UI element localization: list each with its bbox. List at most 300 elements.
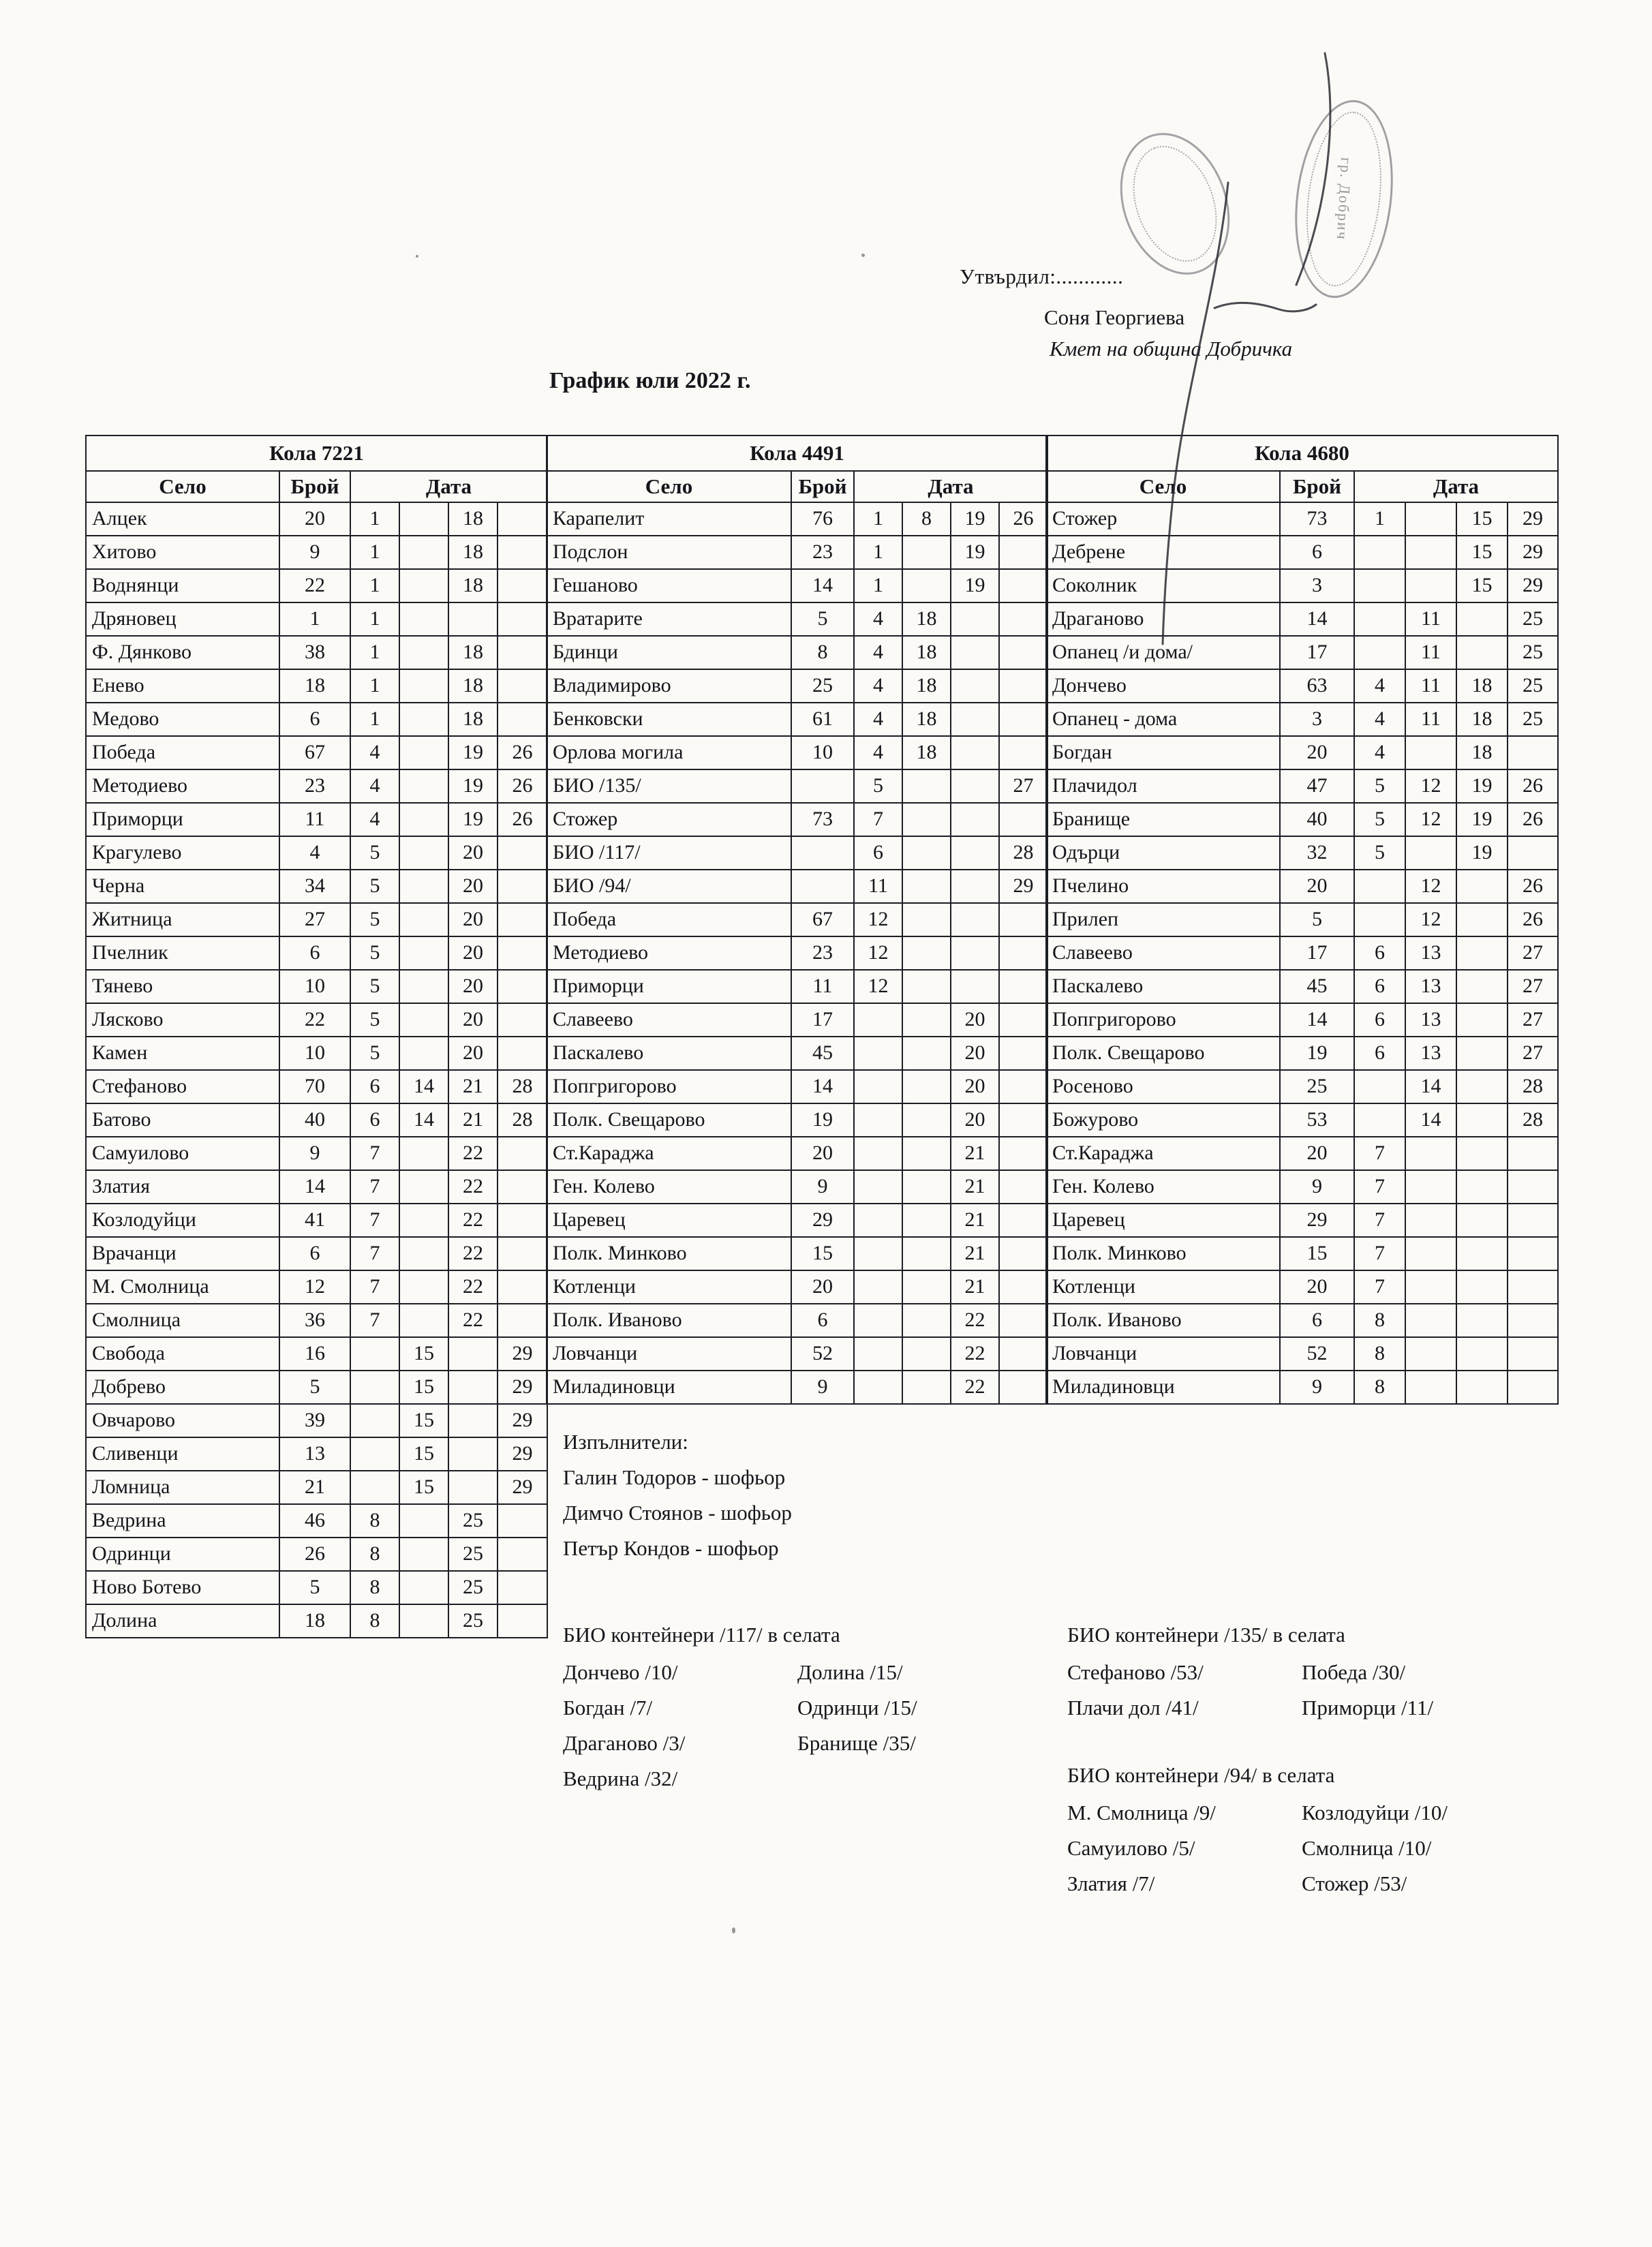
count-cell [791, 769, 854, 803]
scan-speck [732, 1927, 735, 1933]
village-cell: Ловчанци [547, 1337, 791, 1371]
date-cell [1456, 1137, 1508, 1170]
date-cell [902, 970, 951, 1003]
date-cell: 21 [951, 1204, 999, 1237]
table-row [1046, 636, 1558, 669]
date-cell [999, 1337, 1047, 1371]
date-cell: 8 [350, 1571, 399, 1604]
date-cell [951, 870, 999, 903]
date-cell: 21 [951, 1170, 999, 1204]
count-cell: 12 [279, 1270, 350, 1304]
table-row [1046, 1237, 1558, 1270]
village-cell: Пчелник [86, 936, 279, 970]
date-cell: 28 [1508, 1070, 1558, 1103]
date-cell [498, 870, 547, 903]
count-cell: 36 [279, 1304, 350, 1337]
note-item: М. Смолница /9/ [1067, 1801, 1216, 1824]
village-cell: Ген. Колево [547, 1170, 791, 1204]
date-cell [498, 602, 547, 636]
date-cell: 25 [448, 1538, 498, 1571]
table-row [86, 569, 547, 602]
date-cell: 20 [448, 1037, 498, 1070]
date-cell [1405, 1204, 1456, 1237]
count-cell: 5 [279, 1371, 350, 1404]
date-cell [999, 1103, 1047, 1137]
date-cell: 20 [951, 1070, 999, 1103]
count-cell: 18 [279, 1604, 350, 1638]
village-cell: Славеево [547, 1003, 791, 1037]
date-cell: 29 [498, 1337, 547, 1371]
executor-line: Петър Кондов - шофьор [563, 1536, 779, 1560]
date-cell [1456, 1037, 1508, 1070]
table-row [86, 1371, 547, 1404]
village-cell: Богдан [1046, 736, 1280, 769]
village-header: Село [547, 471, 791, 502]
date-cell [854, 1270, 902, 1304]
date-cell: 5 [1354, 769, 1405, 803]
date-cell: 11 [1405, 703, 1456, 736]
village-cell: Добрево [86, 1371, 279, 1404]
date-cell [999, 736, 1047, 769]
date-cell [902, 1003, 951, 1037]
date-cell [999, 1003, 1047, 1037]
count-header: Брой [1280, 471, 1354, 502]
date-cell: 4 [854, 636, 902, 669]
table-row [86, 1103, 547, 1137]
date-cell: 18 [448, 703, 498, 736]
date-cell: 4 [350, 803, 399, 836]
count-cell: 67 [279, 736, 350, 769]
date-cell [999, 703, 1047, 736]
date-cell [1508, 1137, 1558, 1170]
table-row [1046, 1337, 1558, 1371]
count-cell: 15 [791, 1237, 854, 1270]
count-cell [791, 870, 854, 903]
table-row [1046, 1371, 1558, 1404]
date-cell: 18 [1456, 736, 1508, 769]
date-cell: 18 [902, 602, 951, 636]
date-cell [498, 636, 547, 669]
date-cell: 15 [1456, 502, 1508, 536]
date-cell: 5 [854, 769, 902, 803]
date-cell [1456, 936, 1508, 970]
count-cell: 23 [791, 936, 854, 970]
date-cell [399, 1504, 448, 1538]
village-cell: Ломница [86, 1471, 279, 1504]
date-cell: 20 [448, 903, 498, 936]
date-cell: 4 [350, 769, 399, 803]
count-cell: 63 [1280, 669, 1354, 703]
count-cell: 4 [279, 836, 350, 870]
table-row [86, 1504, 547, 1538]
village-cell: Долина [86, 1604, 279, 1638]
count-cell: 14 [1280, 602, 1354, 636]
date-cell: 8 [1354, 1337, 1405, 1371]
count-cell: 6 [279, 1237, 350, 1270]
table-row [547, 870, 1047, 903]
date-cell: 27 [1508, 936, 1558, 970]
table-row [86, 803, 547, 836]
count-cell: 14 [791, 569, 854, 602]
date-cell [951, 602, 999, 636]
village-cell: Паскалево [547, 1037, 791, 1070]
round-stamp-inner-ring [1118, 134, 1232, 273]
table-row [86, 1404, 547, 1437]
date-cell: 27 [1508, 970, 1558, 1003]
village-cell: Златия [86, 1170, 279, 1204]
date-cell: 12 [1405, 803, 1456, 836]
date-cell [1354, 536, 1405, 569]
date-cell: 28 [498, 1103, 547, 1137]
count-cell: 34 [279, 870, 350, 903]
date-cell [999, 602, 1047, 636]
table-row [1046, 1037, 1558, 1070]
count-cell: 19 [1280, 1037, 1354, 1070]
date-cell: 26 [1508, 769, 1558, 803]
village-cell: Камен [86, 1037, 279, 1070]
table-row [1046, 502, 1558, 536]
note-title: БИО контейнери /117/ в селата [563, 1623, 840, 1647]
village-cell: Росеново [1046, 1070, 1280, 1103]
approver-title: Кмет на община Добричка [1050, 337, 1293, 361]
date-cell [1405, 1237, 1456, 1270]
date-cell [1456, 1304, 1508, 1337]
count-cell: 6 [1280, 1304, 1354, 1337]
date-cell [350, 1471, 399, 1504]
table-row [86, 903, 547, 936]
village-cell: Стожер [1046, 502, 1280, 536]
date-cell: 15 [399, 1471, 448, 1504]
table-row [86, 636, 547, 669]
table-row [86, 1337, 547, 1371]
date-cell [1405, 736, 1456, 769]
date-cell [350, 1437, 399, 1471]
village-cell: Божурово [1046, 1103, 1280, 1137]
table-row [86, 1070, 547, 1103]
date-cell [902, 569, 951, 602]
table-row [1046, 1137, 1558, 1170]
count-cell: 19 [791, 1103, 854, 1137]
village-cell: Ловчанци [1046, 1337, 1280, 1371]
village-cell: Орлова могила [547, 736, 791, 769]
table-row [1046, 1103, 1558, 1137]
count-cell: 16 [279, 1337, 350, 1371]
village-cell: Бенковски [547, 703, 791, 736]
count-cell: 45 [1280, 970, 1354, 1003]
count-cell: 1 [279, 602, 350, 636]
date-cell [399, 536, 448, 569]
date-cell: 11 [1405, 669, 1456, 703]
table-row [547, 502, 1047, 536]
table-row [1046, 1070, 1558, 1103]
count-cell: 17 [1280, 636, 1354, 669]
village-cell: Славеево [1046, 936, 1280, 970]
count-cell: 5 [791, 602, 854, 636]
date-cell: 1 [350, 536, 399, 569]
date-cell [399, 936, 448, 970]
date-cell [999, 1170, 1047, 1204]
date-cell: 5 [350, 1037, 399, 1070]
date-cell [1405, 1304, 1456, 1337]
village-cell: Крагулево [86, 836, 279, 870]
date-cell [854, 1170, 902, 1204]
date-cell: 29 [1508, 502, 1558, 536]
count-cell: 6 [791, 1304, 854, 1337]
date-cell [448, 1437, 498, 1471]
village-cell: Попгригорово [1046, 1003, 1280, 1037]
date-cell: 20 [448, 936, 498, 970]
date-cell [1354, 569, 1405, 602]
date-cell: 19 [1456, 836, 1508, 870]
village-cell: Житница [86, 903, 279, 936]
table-row [547, 1270, 1047, 1304]
table-row [1046, 1304, 1558, 1337]
date-cell: 19 [448, 736, 498, 769]
date-cell: 5 [350, 970, 399, 1003]
table-row [547, 1003, 1047, 1037]
village-cell: Котленци [1046, 1270, 1280, 1304]
date-cell [498, 1037, 547, 1070]
table-row [86, 1571, 547, 1604]
date-cell: 25 [1508, 703, 1558, 736]
table-row [86, 736, 547, 769]
note-item: Одринци /15/ [797, 1696, 917, 1719]
date-cell: 18 [902, 703, 951, 736]
date-cell: 19 [448, 769, 498, 803]
table-row [547, 1070, 1047, 1103]
date-cell [902, 870, 951, 903]
date-cell: 1 [350, 602, 399, 636]
count-cell: 9 [1280, 1170, 1354, 1204]
village-cell: Приморци [86, 803, 279, 836]
note-title: БИО контейнери /135/ в селата [1067, 1623, 1345, 1647]
date-cell [399, 870, 448, 903]
date-cell: 4 [854, 703, 902, 736]
note-item: Самуилово /5/ [1067, 1836, 1195, 1860]
date-cell: 20 [951, 1003, 999, 1037]
date-cell [448, 1471, 498, 1504]
date-cell [951, 936, 999, 970]
date-cell [1508, 1337, 1558, 1371]
count-cell: 53 [1280, 1103, 1354, 1137]
village-cell: Хитово [86, 536, 279, 569]
date-cell: 14 [399, 1103, 448, 1137]
date-cell: 20 [448, 870, 498, 903]
table-row [547, 1237, 1047, 1270]
table-row [86, 1538, 547, 1571]
date-cell [999, 1270, 1047, 1304]
count-cell: 10 [791, 736, 854, 769]
village-cell: Миладиновци [547, 1371, 791, 1404]
date-cell: 1 [350, 669, 399, 703]
date-cell: 1 [350, 569, 399, 602]
date-cell: 15 [399, 1337, 448, 1371]
village-cell: Победа [86, 736, 279, 769]
date-cell [448, 602, 498, 636]
village-cell: Лясково [86, 1003, 279, 1037]
village-cell: Вратарите [547, 602, 791, 636]
date-cell: 22 [448, 1170, 498, 1204]
date-cell [1456, 1204, 1508, 1237]
date-cell [498, 1571, 547, 1604]
date-cell [1354, 602, 1405, 636]
note-row [1067, 1690, 1585, 1726]
count-header: Брой [279, 471, 350, 502]
date-cell [399, 736, 448, 769]
date-cell: 22 [448, 1204, 498, 1237]
table-row [547, 736, 1047, 769]
count-cell: 23 [791, 536, 854, 569]
date-cell [999, 1070, 1047, 1103]
date-cell: 6 [1354, 936, 1405, 970]
note-row [1067, 1866, 1585, 1901]
count-cell: 73 [1280, 502, 1354, 536]
date-cell [1405, 1170, 1456, 1204]
village-cell: Царевец [547, 1204, 791, 1237]
date-cell [902, 803, 951, 836]
date-cell: 20 [951, 1037, 999, 1070]
date-cell [399, 703, 448, 736]
village-cell: Дончево [1046, 669, 1280, 703]
round-stamp-inner-ring [1298, 108, 1391, 291]
count-cell: 46 [279, 1504, 350, 1538]
date-cell: 7 [1354, 1237, 1405, 1270]
date-cell: 6 [854, 836, 902, 870]
date-cell: 21 [448, 1070, 498, 1103]
village-cell: Воднянци [86, 569, 279, 602]
date-cell [498, 1003, 547, 1037]
date-cell: 13 [1405, 970, 1456, 1003]
date-cell: 4 [1354, 669, 1405, 703]
village-cell: Паскалево [1046, 970, 1280, 1003]
table-row [86, 536, 547, 569]
table-row [1046, 836, 1558, 870]
village-cell: Полк. Свещарово [1046, 1037, 1280, 1070]
table-row [1046, 936, 1558, 970]
date-cell: 8 [350, 1604, 399, 1638]
table-row [1046, 1204, 1558, 1237]
table-row [86, 669, 547, 703]
date-cell [902, 1337, 951, 1371]
table-row [547, 1137, 1047, 1170]
count-cell: 20 [1280, 736, 1354, 769]
village-cell: Овчарово [86, 1404, 279, 1437]
date-cell [902, 903, 951, 936]
date-cell [498, 1204, 547, 1237]
date-cell [854, 1237, 902, 1270]
count-cell: 67 [791, 903, 854, 936]
count-cell: 20 [791, 1137, 854, 1170]
date-cell [951, 636, 999, 669]
date-cell: 20 [951, 1103, 999, 1137]
date-cell [1508, 1304, 1558, 1337]
date-cell [399, 1571, 448, 1604]
date-cell: 28 [1508, 1103, 1558, 1137]
date-cell [1456, 903, 1508, 936]
car-title: Кола 4680 [1046, 435, 1558, 471]
date-cell [951, 803, 999, 836]
table-row [1046, 536, 1558, 569]
car-title: Кола 7221 [86, 435, 547, 471]
count-cell: 11 [791, 970, 854, 1003]
bio-note-135 [1067, 1617, 1585, 1726]
executor-line: Димчо Стоянов - шофьор [563, 1501, 792, 1525]
table-row [1046, 569, 1558, 602]
note-item: Бранище /35/ [797, 1731, 916, 1755]
date-cell: 18 [448, 636, 498, 669]
village-cell: Ген. Колево [1046, 1170, 1280, 1204]
village-cell: Одърци [1046, 836, 1280, 870]
count-cell: 20 [791, 1270, 854, 1304]
date-cell [399, 1137, 448, 1170]
date-cell: 12 [1405, 903, 1456, 936]
date-cell [1456, 1070, 1508, 1103]
date-cell: 26 [498, 803, 547, 836]
count-cell: 26 [279, 1538, 350, 1571]
date-cell [1508, 736, 1558, 769]
date-cell: 7 [854, 803, 902, 836]
date-cell [1354, 1070, 1405, 1103]
date-cell: 13 [1405, 1003, 1456, 1037]
date-cell: 7 [1354, 1170, 1405, 1204]
date-cell [999, 1371, 1047, 1404]
date-cell: 29 [1508, 536, 1558, 569]
village-cell: Карапелит [547, 502, 791, 536]
date-cell [902, 1170, 951, 1204]
table-row [1046, 736, 1558, 769]
note-item: Стожер /53/ [1302, 1871, 1407, 1895]
village-cell: Опанец - дома [1046, 703, 1280, 736]
date-cell: 1 [1354, 502, 1405, 536]
date-cell: 29 [498, 1437, 547, 1471]
date-cell [1405, 1270, 1456, 1304]
count-cell: 6 [1280, 536, 1354, 569]
date-cell [498, 903, 547, 936]
table-row [547, 1037, 1047, 1070]
village-cell: Смолница [86, 1304, 279, 1337]
date-cell: 11 [1405, 636, 1456, 669]
table-row [547, 569, 1047, 602]
village-cell: Дряновец [86, 602, 279, 636]
count-cell: 20 [1280, 1270, 1354, 1304]
date-cell [1405, 1137, 1456, 1170]
date-cell [1456, 1003, 1508, 1037]
date-cell [1456, 970, 1508, 1003]
date-cell [498, 569, 547, 602]
note-item: Победа /30/ [1302, 1660, 1406, 1684]
date-cell: 6 [350, 1070, 399, 1103]
date-cell: 19 [951, 569, 999, 602]
village-cell: Приморци [547, 970, 791, 1003]
date-cell [399, 602, 448, 636]
village-cell: Ст.Караджа [1046, 1137, 1280, 1170]
date-cell: 8 [1354, 1371, 1405, 1404]
table-row [1046, 769, 1558, 803]
count-cell: 14 [279, 1170, 350, 1204]
date-cell [498, 669, 547, 703]
date-cell: 8 [902, 502, 951, 536]
date-cell: 26 [999, 502, 1047, 536]
date-cell [498, 502, 547, 536]
count-cell: 5 [279, 1571, 350, 1604]
date-cell [448, 1404, 498, 1437]
date-cell: 4 [1354, 703, 1405, 736]
date-cell [999, 1204, 1047, 1237]
village-cell: Полк. Минково [1046, 1237, 1280, 1270]
date-cell: 12 [854, 970, 902, 1003]
date-cell: 27 [999, 769, 1047, 803]
count-cell: 20 [1280, 1137, 1354, 1170]
